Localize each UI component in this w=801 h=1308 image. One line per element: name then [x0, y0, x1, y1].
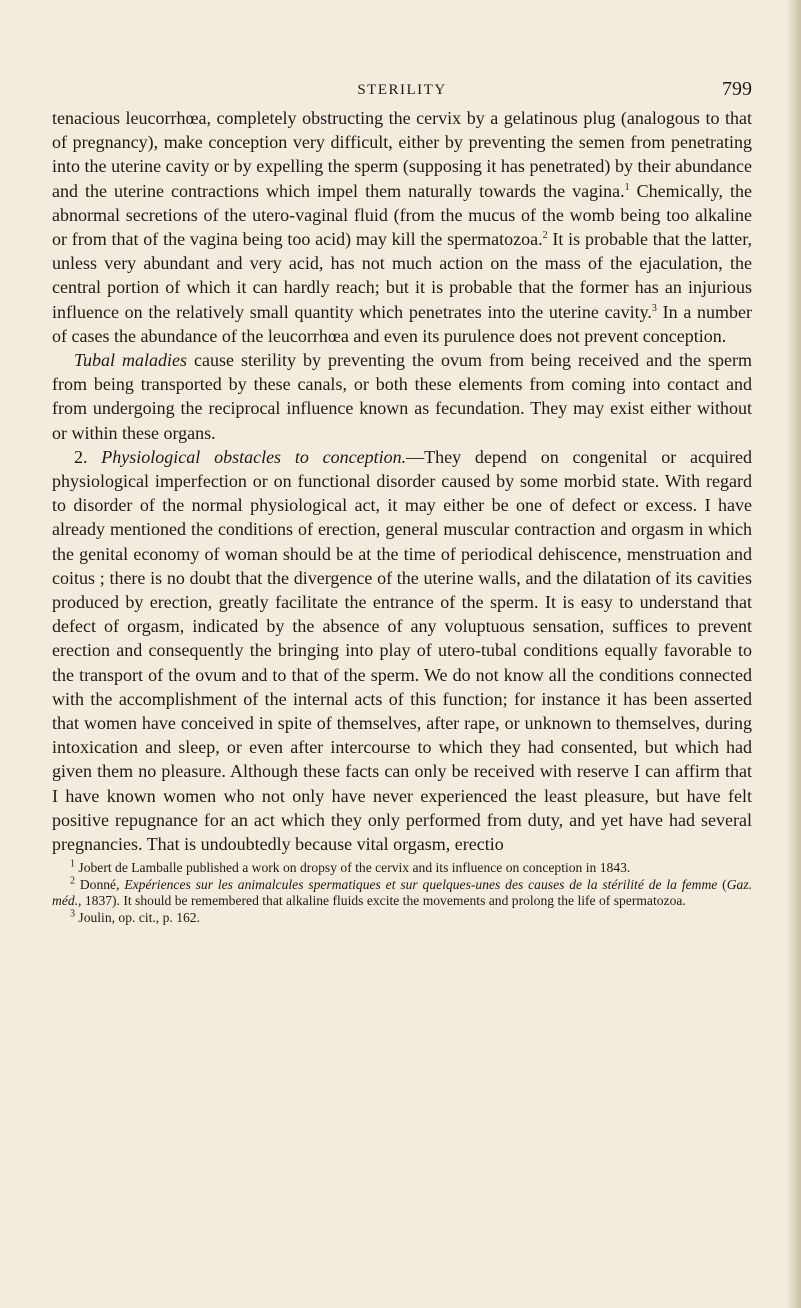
italic-run: Physiological obstacles to conception. [101, 446, 407, 467]
italic-run: Tubal maladies [74, 350, 188, 371]
text-run: Joulin, op. cit., p. 162. [75, 909, 200, 925]
paragraph-1 [52, 106, 752, 348]
page-spine-shadow [787, 0, 801, 1308]
paragraph-3 [52, 445, 752, 856]
footnote-ref: 3 [651, 302, 657, 314]
running-head [52, 72, 752, 106]
book-page [52, 72, 752, 926]
text-run: ( [717, 876, 727, 892]
body-text [52, 106, 752, 856]
text-run: Donné, [75, 876, 125, 892]
italic-run: Gaz. méd. [52, 876, 753, 909]
footnote-ref: 3 [70, 907, 75, 919]
paragraph-2 [52, 348, 752, 445]
text-run: Chemically, the abnormal secretions of the utero-vaginal fluid (from the mucus of the womb being too alkaline or from that of the vagina being too acid) may kill the spermatozoa. [52, 180, 752, 250]
text-run: It is probable that the latter, unless very abundant and very acid, has not much action on the mass of the ejaculation, the central portion of which it can hardly reach; but it is probable that the former has an injurious influence on the relatively small quantity which penetrates into the uterine cavity. [52, 229, 752, 322]
text-run: Jobert de Lamballe published a work on dropsy of the cervix and its influence on conception in 1843. [75, 860, 631, 876]
text-run: 2. [74, 446, 102, 467]
text-run: In a number of cases the abundance of the leucorrhœa and even its purulence does not prevent conception. [52, 301, 752, 346]
footnote-1 [52, 860, 752, 876]
text-run: tenacious leucorrhœa, completely obstructing the cervix by a gelatinous plug (analogous to that of pregnancy), make conception very difficult, either by preventing the semen from penetrating into the uterine cavity or by expelling the sperm (supposing it has penetrated) by their abundance and the uterine contractions which impel them naturally towards the vagina. [52, 108, 752, 201]
running-title: STERILITY [357, 82, 447, 98]
footnote-ref: 1 [624, 181, 630, 193]
footnote-ref: 1 [70, 858, 75, 870]
footnote-ref: 2 [542, 230, 548, 242]
footnote-3 [52, 907, 752, 926]
footnote-ref: 2 [70, 875, 75, 887]
footnote-2 [52, 877, 752, 910]
footnotes [52, 860, 752, 926]
text-run: cause sterility by preventing the ovum from being received and the sperm from being transported by these canals, or both these elements from coming into contact and from undergoing the reciprocal influence known as fecundation. They may exist either without or within these organs. [52, 350, 752, 443]
text-run: —They depend on congenital or acquired physiological imperfection or on functional disorder caused by some morbid state. With regard to disorder of the normal physiological act, it may either be one of defect or excess. I have already mentioned the conditions of erection, general muscular contraction and orgasm in which the genital economy of woman should be at the time of periodical dehiscence, menstruation and coitus ; there is no doubt that the divergence of the uterine walls, and the dilatation of its cavities produced by erection, greatly facilitate the entrance of the sperm. It is easy to understand that defect of orgasm, indicated by the absence of any voluptuous sensation, suffices to prevent erection and consequently the bringing into play of utero-tubal conditions equally favorable to the transport of the ovum and to that of the sperm. We do not know all the conditions connected with the accomplishment of the internal acts of this function; for instance it has been asserted that women have conceived in spite of themselves, after rape, or unknown to themselves, during intoxication and sleep, or even after intercourse to which they had consented, but which had given them no pleasure. Although these facts can only be received with reserve I can affirm that I have known women who not only have never experienced the least pleasure, but have felt positive repugnance for an act which they only performed from duty, and yet have had several pregnancies. That is undoubtedly because vital orgasm, erectio [52, 446, 753, 855]
italic-run: Expériences sur les animalcules spermatiques et sur quelques-unes des causes de la stérilité de la femme [124, 876, 718, 892]
page-number: 799 [722, 78, 752, 100]
text-run: , 1837). It should be remembered that alkaline fluids excite the movements and prolong the life of spermatozoa. [78, 893, 686, 909]
